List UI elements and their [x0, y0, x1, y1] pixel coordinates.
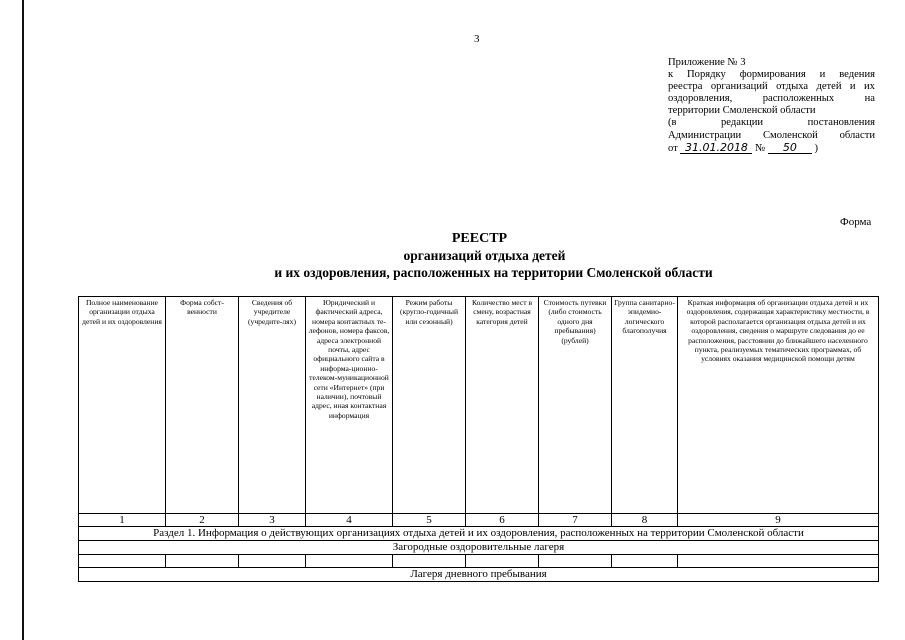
column-number: 1 — [79, 514, 166, 527]
header-cell: Краткая информация об организации отдыха детей и их оздоровления, содержащая характеристику местности, в которой располагается организация отдыха детей и их оздоровления, сведения о маршруте следования до ее расположения, расстоянии до ближайшего населенного пункта, реализуемых тематических программах, об условиях оказания медицинской помощи детям — [678, 297, 879, 514]
header-cell: Сведения об учредителе (учредите-лях) — [239, 297, 306, 514]
appendix-line-2: к Порядку формирования и ведения — [668, 69, 875, 81]
header-cell: Стоимость путевки (либо стоимость одного дня пребывания) (рублей) — [539, 297, 612, 514]
table-row — [79, 555, 879, 568]
form-label: Форма — [840, 216, 872, 228]
title-line-2: организаций отдыха детей — [403, 248, 566, 263]
empty-cell — [239, 555, 306, 568]
appendix-line-5: территории Смоленской области — [668, 105, 816, 117]
appendix-line-4: оздоровления, расположенных на — [668, 93, 875, 105]
header-cell: Юридический и фактический адреса, номера контактных те-лефонов, номера факсов, адреса электронной почты, адрес официального сайта в информа-ционно-телеком-муникационной сети «Интернет» (при наличии), почтовый адрес, иная контактная информация — [306, 297, 393, 514]
header-cell: Группа санитарно-эпидемио-логического благополучия — [612, 297, 678, 514]
subsection-heading: Лагеря дневного пребывания — [79, 568, 879, 582]
column-number: 8 — [612, 514, 678, 527]
header-cell: Полное наименование организации отдыха детей и их оздоровления — [79, 297, 166, 514]
column-number: 4 — [306, 514, 393, 527]
header-cell: Форма собст-венности — [166, 297, 239, 514]
table-header-row — [79, 297, 879, 514]
column-number: 2 — [166, 514, 239, 527]
appendix-block — [668, 57, 875, 155]
title-line-3: и их оздоровления, расположенных на территории Смоленской области — [274, 265, 713, 280]
empty-cell — [306, 555, 393, 568]
section-heading: Раздел 1. Информация о действующих организациях отдыха детей и их оздоровления, расположенных на территории Смоленской области — [79, 527, 879, 541]
registry-table — [78, 296, 879, 582]
subsection-heading: Загородные оздоровительные лагеря — [79, 541, 879, 555]
subsection-row — [79, 568, 879, 582]
handwritten-number: 50 — [768, 142, 812, 154]
appendix-line-6: (в редакции постановления — [668, 117, 875, 129]
empty-cell — [166, 555, 239, 568]
empty-cell — [79, 555, 166, 568]
document-title — [0, 230, 905, 281]
subsection-row — [79, 541, 879, 555]
empty-cell — [612, 555, 678, 568]
column-number: 9 — [678, 514, 879, 527]
column-number: 5 — [393, 514, 466, 527]
title-line-1: РЕЕСТР — [451, 231, 508, 246]
appendix-line-3: реестра организаций отдыха детей и их — [668, 81, 875, 93]
empty-cell — [678, 555, 879, 568]
column-number: 3 — [239, 514, 306, 527]
header-cell: Режим работы (кругло-годичный или сезонный) — [393, 297, 466, 514]
handwritten-date: 31.01.2018 — [680, 142, 752, 154]
column-number-row — [79, 514, 879, 527]
appendix-title: Приложение № 3 — [668, 57, 746, 68]
scan-left-edge — [22, 0, 24, 640]
column-number: 7 — [539, 514, 612, 527]
header-cell: Количество мест в смену, возрастная категория детей — [466, 297, 539, 514]
appendix-date-line: от 31.01.2018 № 50 ) — [668, 140, 819, 154]
appendix-line-7: Администрации Смоленской области — [668, 129, 875, 141]
empty-cell — [466, 555, 539, 568]
section-row — [79, 527, 879, 541]
empty-cell — [539, 555, 612, 568]
empty-cell — [393, 555, 466, 568]
column-number: 6 — [466, 514, 539, 527]
page-number: 3 — [474, 33, 480, 45]
